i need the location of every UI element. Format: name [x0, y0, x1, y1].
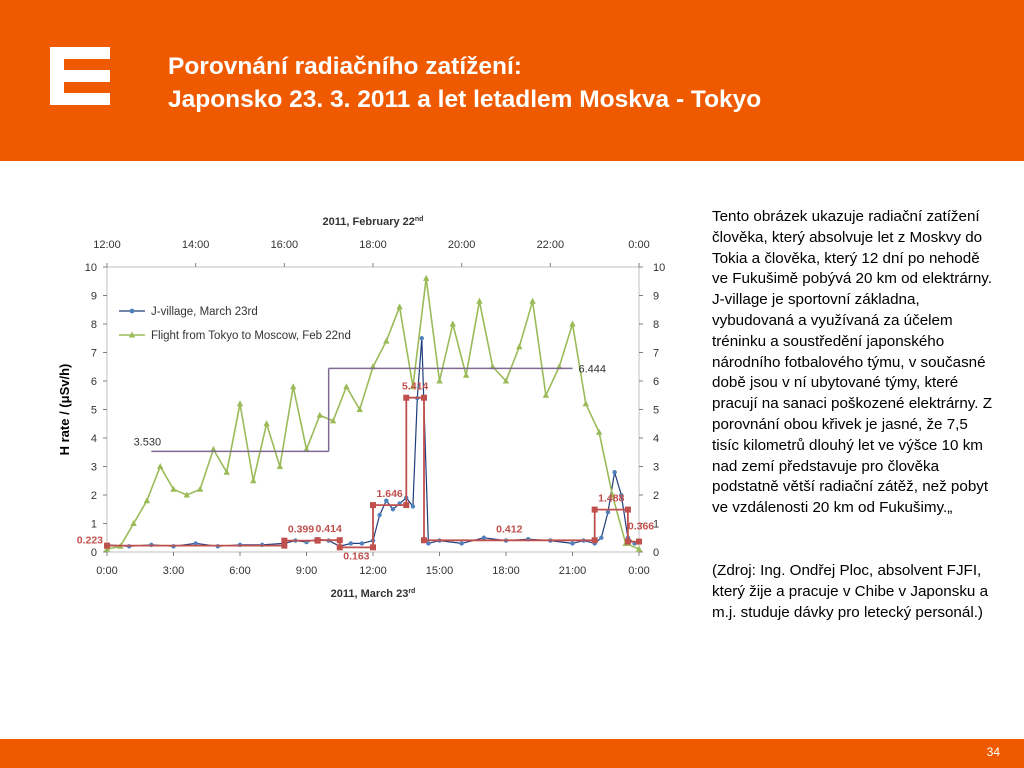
step-label: 0.223: [76, 534, 103, 547]
x-tick-label-top: 12:00: [93, 239, 121, 251]
series-point-1: [476, 298, 482, 304]
footer-bar: [0, 739, 1024, 768]
step-marker: [403, 395, 409, 401]
series-point-1: [596, 429, 602, 435]
series-point-1: [569, 321, 575, 327]
y-tick-label-right: 8: [653, 319, 660, 331]
series-point-1: [543, 392, 549, 398]
x-tick-label-top: 18:00: [359, 239, 387, 251]
series-point-0: [349, 541, 353, 545]
step-line: [107, 398, 639, 548]
y-tick-label-left: 0: [90, 547, 97, 559]
x-tick-label-bottom: 3:00: [162, 565, 185, 577]
chart-title-top: 2011, February 22nd: [322, 216, 424, 228]
x-axis-label-bottom: 2011, March 23rd: [330, 588, 416, 600]
y-tick-label-left: 10: [84, 262, 97, 274]
chart-title-top-sup: nd: [414, 216, 424, 223]
step-label: 1.646: [376, 488, 403, 501]
series-point-0: [482, 536, 486, 540]
step-marker: [281, 538, 287, 544]
series-point-1: [436, 378, 442, 384]
series-point-0: [360, 541, 364, 545]
x-tick-label-top: 0:00: [628, 239, 650, 251]
step-label: 0.412: [496, 523, 523, 536]
y-tick-label-right: 3: [653, 461, 660, 474]
page-number: 34: [986, 745, 1000, 759]
y-tick-label-right: 2: [653, 490, 660, 502]
chart-svg: [57, 205, 680, 605]
series-line-0: [107, 338, 635, 546]
step-marker: [370, 544, 376, 550]
average-label: 6.444: [578, 363, 607, 376]
series-point-0: [599, 536, 603, 540]
legend-marker-0: [130, 309, 135, 314]
x-tick-label-bottom: 9:00: [295, 565, 318, 577]
step-label: 1.488: [598, 492, 625, 505]
y-tick-label-left: 3: [90, 461, 97, 474]
legend-label-0: J-village, March 23rd: [151, 306, 258, 318]
x-tick-label-bottom: 15:00: [425, 565, 454, 577]
series-point-0: [606, 510, 610, 514]
step-marker: [636, 539, 642, 545]
y-tick-label-right: 5: [653, 404, 660, 417]
y-tick-label-right: 7: [653, 347, 660, 360]
step-marker: [403, 502, 409, 508]
series-point-1: [383, 338, 389, 344]
series-point-1: [277, 463, 283, 469]
y-tick-label-left: 9: [90, 290, 97, 303]
series-point-1: [396, 303, 402, 309]
y-tick-label-left: 1: [90, 518, 97, 531]
series-point-1: [423, 275, 429, 281]
x-tick-label-bottom: 6:00: [229, 565, 251, 577]
series-point-1: [157, 463, 163, 469]
y-tick-label-left: 7: [90, 347, 97, 360]
y-tick-label-right: 9: [653, 290, 660, 303]
y-tick-label-right: 4: [653, 433, 660, 445]
series-point-0: [570, 541, 574, 545]
series-point-1: [317, 412, 323, 418]
step-marker: [625, 539, 631, 545]
step-marker: [592, 507, 598, 513]
y-tick-label-right: 0: [653, 547, 660, 559]
series-point-1: [529, 298, 535, 304]
header-bar: [0, 0, 1024, 161]
step-label: 0.399: [287, 523, 315, 536]
y-tick-label-right: 6: [653, 376, 660, 388]
series-point-1: [290, 383, 296, 389]
x-tick-label-bottom: 12:00: [359, 565, 387, 577]
series-point-0: [612, 470, 616, 474]
y-tick-label-left: 6: [90, 376, 97, 388]
step-marker: [337, 544, 343, 550]
y-tick-label-right: 10: [653, 262, 666, 274]
series-point-1: [250, 477, 256, 483]
cez-logo-icon: [50, 47, 110, 105]
series-point-1: [343, 383, 349, 389]
series-point-1: [450, 321, 456, 327]
x-tick-label-bottom: 21:00: [558, 565, 587, 577]
step-label: 0.414: [315, 523, 342, 536]
series-point-1: [144, 497, 150, 503]
x-tick-label-bottom: 18:00: [492, 565, 520, 577]
y-axis-label: H rate / (μSv/h): [57, 363, 72, 456]
average-label: 3.530: [133, 436, 162, 449]
y-tick-label-left: 8: [90, 319, 97, 331]
series-point-0: [420, 336, 424, 340]
step-marker: [315, 537, 321, 543]
x-tick-label-top: 22:00: [536, 239, 565, 251]
title-line-2: Japonsko 23. 3. 2011 a let letadlem Moskva - Tokyo: [168, 86, 762, 113]
y-tick-label-left: 5: [90, 404, 97, 417]
step-label: 5.414: [401, 380, 429, 393]
step-label: 0.366: [627, 520, 655, 533]
description-text: [712, 207, 994, 623]
x-tick-label-top: 14:00: [181, 239, 210, 251]
series-point-1: [583, 400, 589, 406]
source-paragraph: (Zdroj: Ing. Ondřej Ploc, absolvent FJFI, který žije a pracuje v Chibe v Japonsku a m.j. studuje dávky pro letecký personál.): [712, 561, 989, 621]
x-tick-label-top: 20:00: [447, 239, 476, 251]
step-marker: [625, 507, 631, 513]
x-tick-label-bottom: 0:00: [628, 565, 650, 577]
series-point-0: [377, 513, 381, 517]
step-label: 0.163: [343, 550, 370, 563]
y-tick-label-right: 1: [653, 518, 660, 531]
slide-title: [168, 50, 761, 116]
series-point-0: [411, 504, 415, 508]
step-marker: [421, 395, 427, 401]
title-line-1: Porovnání radiačního zatížení:: [168, 53, 522, 80]
y-tick-label-left: 4: [90, 433, 97, 445]
x-axis-label-bottom-sup: rd: [408, 588, 416, 595]
series-point-1: [516, 343, 522, 349]
series-point-1: [463, 372, 469, 378]
series-point-1: [237, 400, 243, 406]
series-point-0: [391, 507, 395, 511]
step-marker: [104, 543, 110, 549]
series-point-0: [459, 541, 463, 545]
series-point-1: [263, 420, 269, 426]
step-marker: [370, 502, 376, 508]
y-tick-label-left: 2: [90, 490, 97, 502]
step-marker: [592, 537, 598, 543]
step-marker: [337, 537, 343, 543]
radiation-chart: [57, 205, 680, 610]
x-tick-label-top: 16:00: [270, 239, 299, 251]
legend-label-1: Flight from Tokyo to Moscow, Feb 22nd: [151, 330, 351, 342]
step-marker: [421, 537, 427, 543]
x-tick-label-bottom: 0:00: [96, 565, 118, 577]
body-paragraph: Tento obrázek ukazuje radiační zatížení člověka, který absolvuje let z Moskvy do Tokia a člověka, který 12 dní po nehodě ve Fukušimě pobývá 20 km od elektrárny. J-village je sportovní základna, vybudovaná a využívaná za účelem tréninku a soustředění japonského národního fotbalového týmu, v současné době jsou v ní ubytované týmy, které pracují na sanaci poškozené elektrárny. Z porovnání obou křivek je jasné, že 7,5 tisíc kilometrů dlouhý let ve výšce 10 km nad zemí představuje pro člověka podstatně větší radiační zátěž, než pobyt ve vzdálenosti 20 km od Fukušimy.„: [712, 208, 992, 517]
series-point-1: [197, 486, 203, 492]
